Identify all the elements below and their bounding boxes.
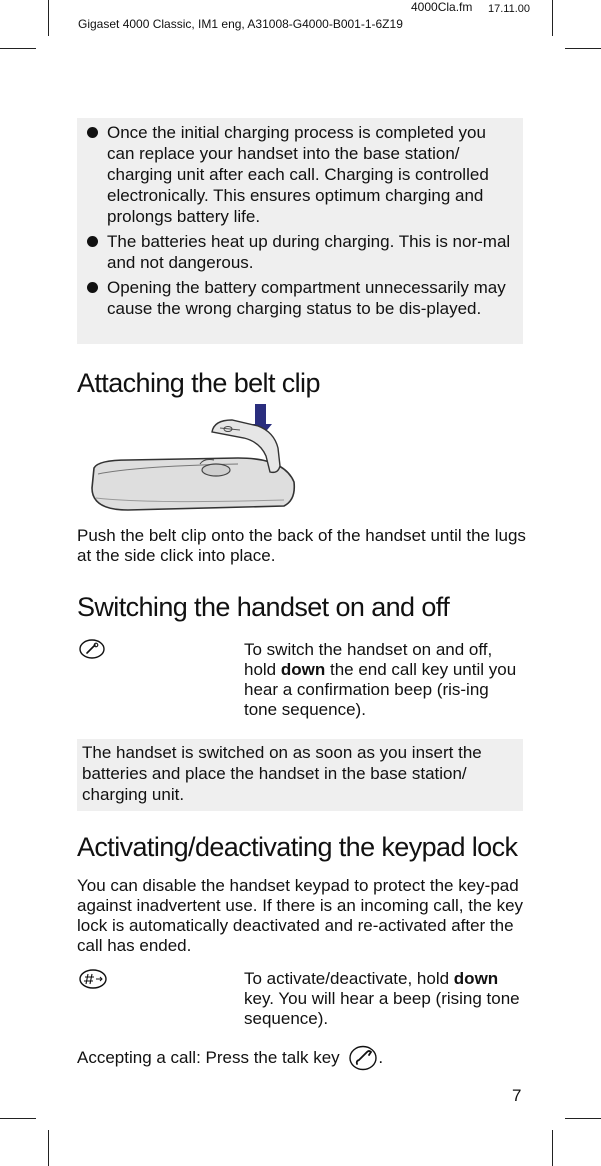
talk-key-icon — [348, 1045, 378, 1071]
keypad-lock-instruction: To activate/deactivate, hold down key. You will hear a beep (rising tone sequence). — [244, 969, 520, 1028]
end-call-key-icon — [78, 638, 106, 660]
header-date: 17.11.00 — [488, 3, 531, 15]
hash-key-icon — [78, 968, 108, 990]
keypad-lock-text: You can disable the handset keypad to protect the key-pad against inadvertent use. If there is an incoming call, the key lock is automatically deactivated and re-activated after the call has ended. — [77, 876, 524, 955]
header-filename: 4000Cla.fm — [411, 0, 473, 14]
crop-mark — [48, 1130, 49, 1166]
charging-notes-box — [77, 118, 523, 344]
crop-mark — [552, 1130, 553, 1166]
crop-mark — [565, 1118, 601, 1119]
crop-mark — [0, 48, 36, 49]
list-item: Opening the battery compartment unnecessarily may cause the wrong charging status to be dis-played. — [81, 277, 513, 319]
handset-belt-clip-illustration — [88, 402, 300, 514]
bullet-icon — [87, 127, 98, 138]
list-item: Once the initial charging process is completed you can replace your handset into the base station/ charging unit after each call. Charging is controlled electronically. This ensures optimum charging and prolongs battery life. — [81, 122, 513, 227]
bullet-icon — [87, 282, 98, 293]
switching-note-box: The handset is switched on as soon as you insert the batteries and place the handset in the base station/ charging unit. — [77, 739, 523, 811]
section-heading-belt-clip: Attaching the belt clip — [77, 368, 320, 398]
crop-mark — [0, 1118, 36, 1119]
list-item: The batteries heat up during charging. This is nor-mal and not dangerous. — [81, 231, 513, 273]
crop-mark — [48, 0, 49, 36]
crop-mark — [565, 48, 601, 49]
belt-clip-text: Push the belt clip onto the back of the handset until the lugs at the side click into place. — [77, 526, 526, 565]
page-number: 7 — [512, 1086, 522, 1105]
crop-mark — [552, 0, 553, 36]
switching-instruction: To switch the handset on and off, hold down the end call key until you hear a confirmation beep (ris-ing tone sequence). — [244, 640, 517, 719]
section-heading-switching: Switching the handset on and off — [77, 592, 450, 622]
accept-call-text: Accepting a call: Press the talk key . — [77, 1045, 527, 1071]
bullet-icon — [87, 236, 98, 247]
section-heading-keypad-lock: Activating/deactivating the keypad lock — [77, 832, 518, 862]
header-doc-info: Gigaset 4000 Classic, IM1 eng, A31008-G4000-B001-1-6Z19 — [78, 17, 403, 31]
